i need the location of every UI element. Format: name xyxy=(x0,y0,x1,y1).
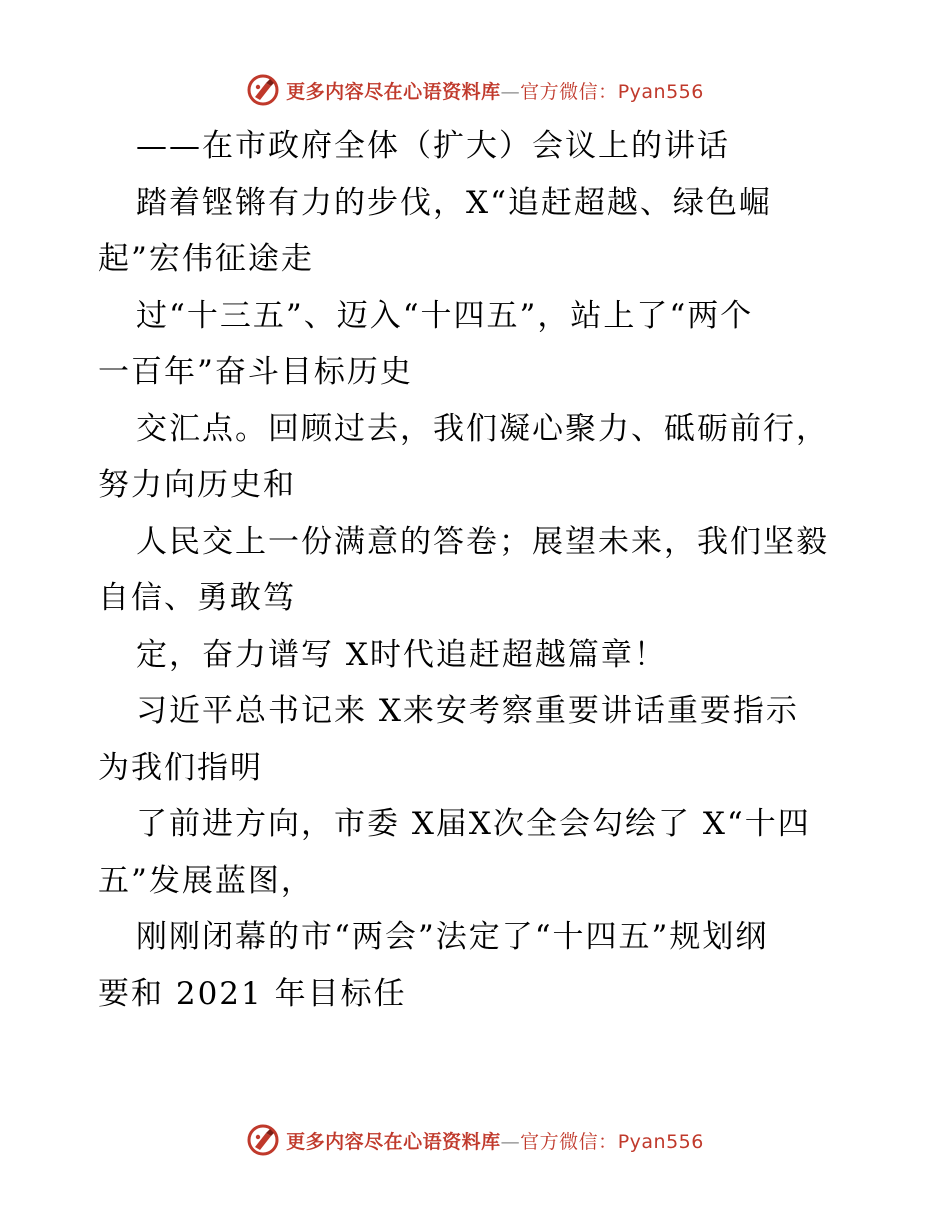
header-banner-main: 更多内容尽在心语资料库 xyxy=(286,80,501,103)
logo-icon xyxy=(246,73,280,107)
footer-banner-main: 更多内容尽在心语资料库 xyxy=(286,1130,501,1153)
document-body xyxy=(98,118,858,1022)
text-line: 习近平总书记来 X来安考察重要讲话重要指示 xyxy=(136,693,799,729)
footer-banner-wechat-id: Pyan556 xyxy=(617,1130,704,1153)
text-line: 人民交上一份满意的答卷；展望未来，我们坚毅 xyxy=(136,523,829,560)
text-line: 了前进方向，市委 X届X次全会勾绘了 X“十四 xyxy=(136,806,811,842)
text-line: 交汇点。回顾过去，我们凝心聚力、砥砺前行， xyxy=(136,410,829,447)
text-line: 踏着铿锵有力的步伐，X“追赶超越、绿色崛 xyxy=(136,184,772,221)
footer-banner-text xyxy=(286,1127,704,1154)
text-line: 五”发展蓝图， xyxy=(98,862,314,899)
text-line: 定，奋力谱写 X时代追赶超越篇章！ xyxy=(136,636,667,673)
text-line: ——在市政府全体（扩大）会议上的讲话 xyxy=(136,128,730,164)
text-line: 要和 2021 年目标任 xyxy=(98,975,407,1012)
footer-banner-separator: — xyxy=(500,1130,521,1153)
text-line: 一百年”奋斗目标历史 xyxy=(98,354,413,390)
footer-banner-wechat-label: 官方微信： xyxy=(520,1130,618,1153)
text-line: 过“十三五”、迈入“十四五”，站上了“两个 xyxy=(136,297,754,334)
header-banner-separator: — xyxy=(500,80,521,103)
header-banner xyxy=(0,70,950,110)
logo-icon xyxy=(246,1123,280,1157)
header-banner-wechat-label: 官方微信： xyxy=(520,80,618,103)
footer-banner xyxy=(0,1120,950,1160)
header-banner-wechat-id: Pyan556 xyxy=(617,80,704,103)
text-line: 刚刚闭幕的市“两会”法定了“十四五”规划纲 xyxy=(136,919,769,955)
text-line: 自信、勇敢笃 xyxy=(98,580,296,616)
text-line: 起”宏伟征途走 xyxy=(98,241,314,277)
text-line: 为我们指明 xyxy=(98,749,263,786)
header-banner-text xyxy=(286,77,704,104)
text-line: 努力向历史和 xyxy=(98,467,296,503)
